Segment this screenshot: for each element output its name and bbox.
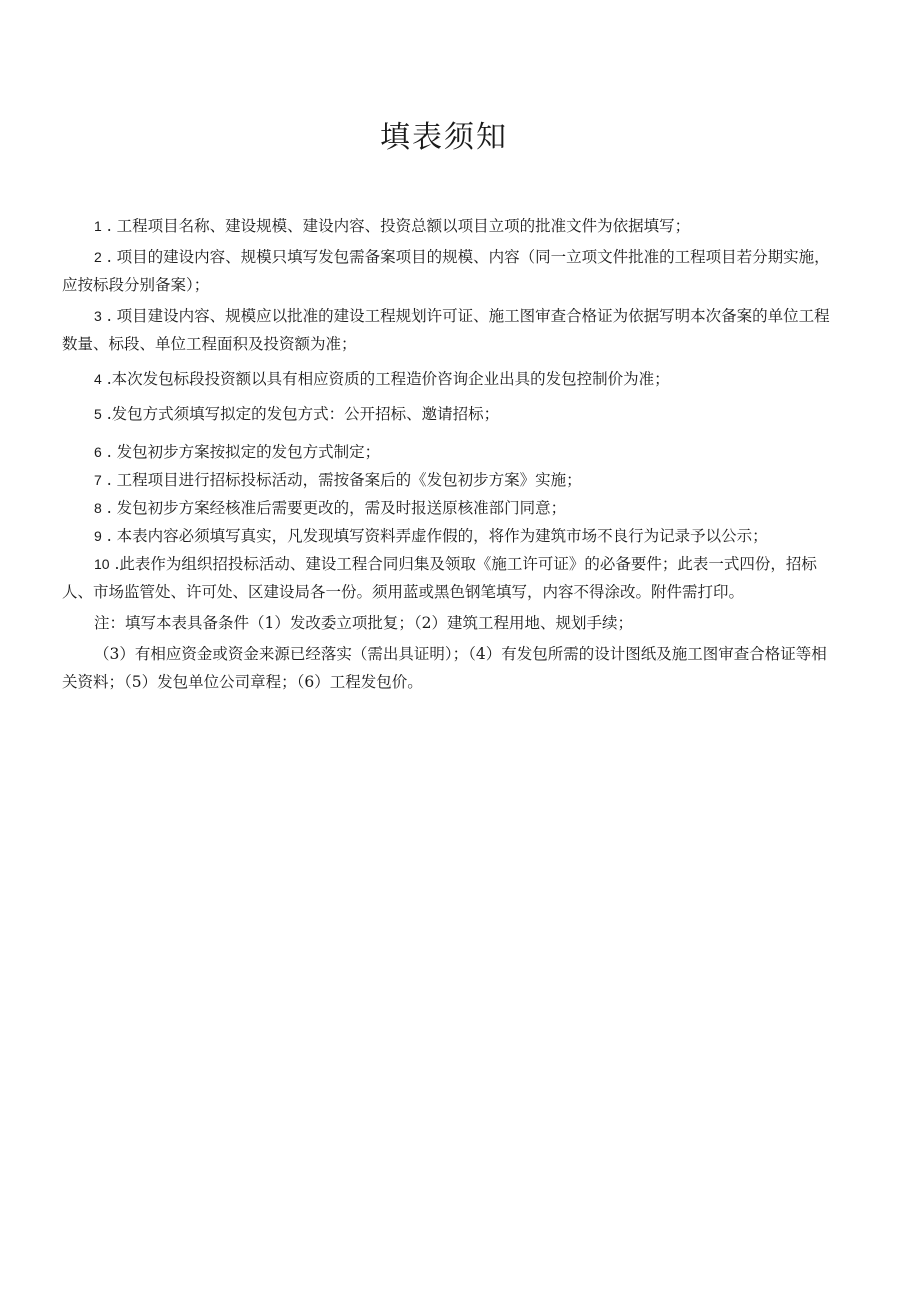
list-item <box>62 550 842 606</box>
list-item <box>62 466 842 494</box>
list-item <box>62 494 842 522</box>
item-number: 9 <box>94 528 102 544</box>
list-item <box>62 365 842 393</box>
item-text: . 发包初步方案按拟定的发包方式制定； <box>101 443 381 461</box>
instructions-list <box>62 212 842 696</box>
item-number: 1 <box>94 218 102 234</box>
note-line: （3）有相应资金或资金来源已经落实（需出具证明）；（4）有发包所需的设计图纸及施工图审查合格证等相关资料；（5）发包单位公司章程；（6）工程发包价。 <box>62 645 827 691</box>
item-number: 6 <box>94 444 102 460</box>
note-line: 注：填写本表具备条件（1）发改委立项批复；（2）建筑工程用地、规划手续； <box>94 614 633 632</box>
item-text: . 工程项目进行招标投标活动，需按备案后的《发包初步方案》实施； <box>101 471 582 489</box>
list-item <box>62 522 842 550</box>
item-text: .本次发包标段投资额以具有相应资质的工程造价咨询企业出具的发包控制价为准； <box>101 370 670 388</box>
item-number: 10 <box>94 556 110 572</box>
list-item <box>62 438 842 466</box>
item-text: .此表作为组织招投标活动、建设工程合同归集及领取《施工许可证》的必备要件；此表一式四份，招标人、市场监管处、许可处、区建设局各一份。须用蓝或黑色钢笔填写，内容不得涂改。附件需打印。 <box>62 555 817 601</box>
list-item <box>62 400 842 428</box>
item-number: 3 <box>94 308 102 324</box>
item-number: 8 <box>94 500 102 516</box>
item-text: . 本表内容必须填写真实，凡发现填写资料弄虚作假的，将作为建筑市场不良行为记录予以公示； <box>101 527 768 545</box>
item-number: 7 <box>94 472 102 488</box>
list-item <box>62 243 842 299</box>
item-number: 5 <box>94 406 102 422</box>
item-text: .发包方式须填写拟定的发包方式：公开招标、邀请招标； <box>101 405 500 423</box>
item-number: 2 <box>94 249 102 265</box>
item-text: . 项目建设内容、规模应以批准的建设工程规划许可证、施工图审查合格证为依据写明本次备案的单位工程数量、标段、单位工程面积及投资额为准； <box>62 307 830 353</box>
list-item <box>62 302 842 358</box>
item-text: . 项目的建设内容、规模只填写发包需备案项目的规模、内容（同一立项文件批准的工程项目若分期实施，应按标段分别备案）； <box>62 248 830 294</box>
list-item <box>62 212 842 240</box>
item-text: . 工程项目名称、建设规模、建设内容、投资总额以项目立项的批准文件为依据填写； <box>101 217 691 235</box>
item-number: 4 <box>94 371 102 387</box>
page-title: 填表须知 <box>380 120 508 155</box>
item-text: . 发包初步方案经核准后需要更改的，需及时报送原核准部门同意； <box>101 499 567 517</box>
